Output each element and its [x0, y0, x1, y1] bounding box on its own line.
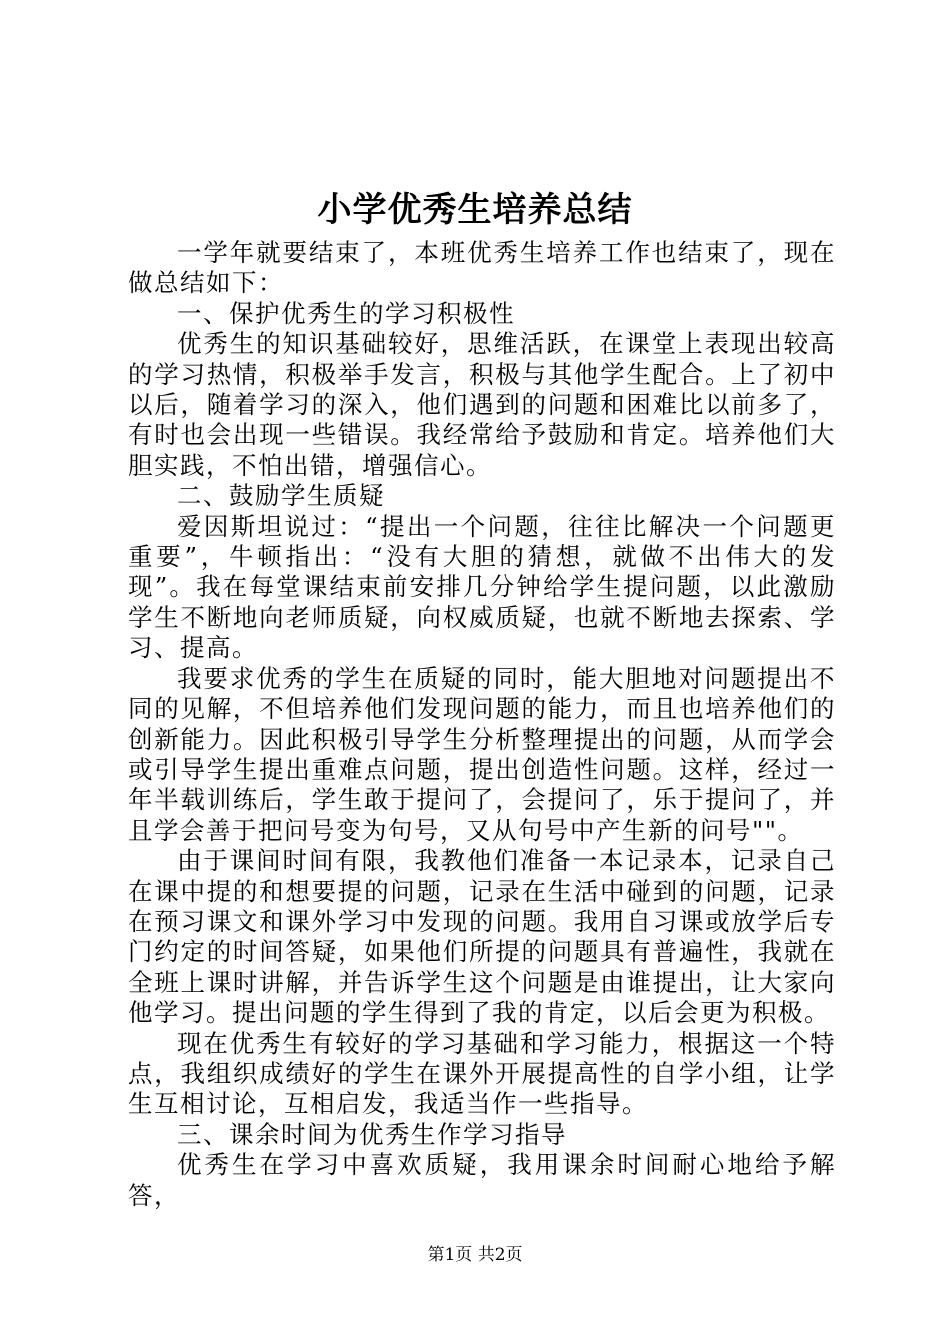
paragraph: 优秀生的知识基础较好，思维活跃，在课堂上表现出较高的学习热情，积极举手发言，积极与其他学生配合。上了初中以后，随着学习的深入，他们遇到的问题和困难比以前多了，有时也会出现一些错误。我经常给予鼓励和肯定。培养他们大胆实践，不怕出错，增强信心。 [128, 329, 836, 480]
paragraph: 我要求优秀的学生在质疑的同时，能大胆地对问题提出不同的见解，不但培养他们发现问题的能力，而且也培养他们的创新能力。因此积极引导学生分析整理提出的问题，从而学会或引导学生提出重难点问题，提出创造性问题。这样，经过一年半载训练后，学生敢于提问了，会提问了，乐于提问了，并且学会善于把问号变为句号，又从句号中产生新的问号""。 [128, 663, 836, 845]
paragraph: 爱因斯坦说过：“提出一个问题，往往比解决一个问题更重要”，牛顿指出：“没有大胆的猜想，就做不出伟大的发现”。我在每堂课结束前安排几分钟给学生提问题，以此激励学生不断地向老师质疑，向权威质疑，也就不断地去探索、学习、提高。 [128, 511, 836, 663]
section-heading-2: 二、鼓励学生质疑 [177, 481, 385, 511]
paragraph: 优秀生在学习中喜欢质疑，我用课余时间耐心地给予解答， [128, 1150, 836, 1210]
paragraph: 现在优秀生有较好的学习基础和学习能力，根据这一个特点，我组织成绩好的学生在课外开展提高性的自学小组，让学生互相讨论，互相启发，我适当作一些指导。 [128, 1028, 836, 1119]
paragraph-intro: 一学年就要结束了，本班优秀生培养工作也结束了，现在做总结如下： [128, 238, 836, 298]
section-heading-1: 一、保护优秀生的学习积极性 [177, 298, 515, 328]
document-title: 小学优秀生培养总结 [317, 190, 633, 230]
section-heading-3: 三、课余时间为优秀生作学习指导 [177, 1119, 567, 1149]
document-body [128, 238, 836, 1211]
page-footer: 第1页 共2页 [427, 1245, 523, 1265]
paragraph: 由于课间时间有限，我教他们准备一本记录本，记录自己在课中提的和想要提的问题，记录在生活中碰到的问题，记录在预习课文和课外学习中发现的问题。我用自习课或放学后专门约定的时间答疑，如果他们所提的问题具有普遍性，我就在全班上课时讲解，并告诉学生这个问题是由谁提出，让大家向他学习。提出问题的学生得到了我的肯定，以后会更为积极。 [128, 846, 836, 1028]
